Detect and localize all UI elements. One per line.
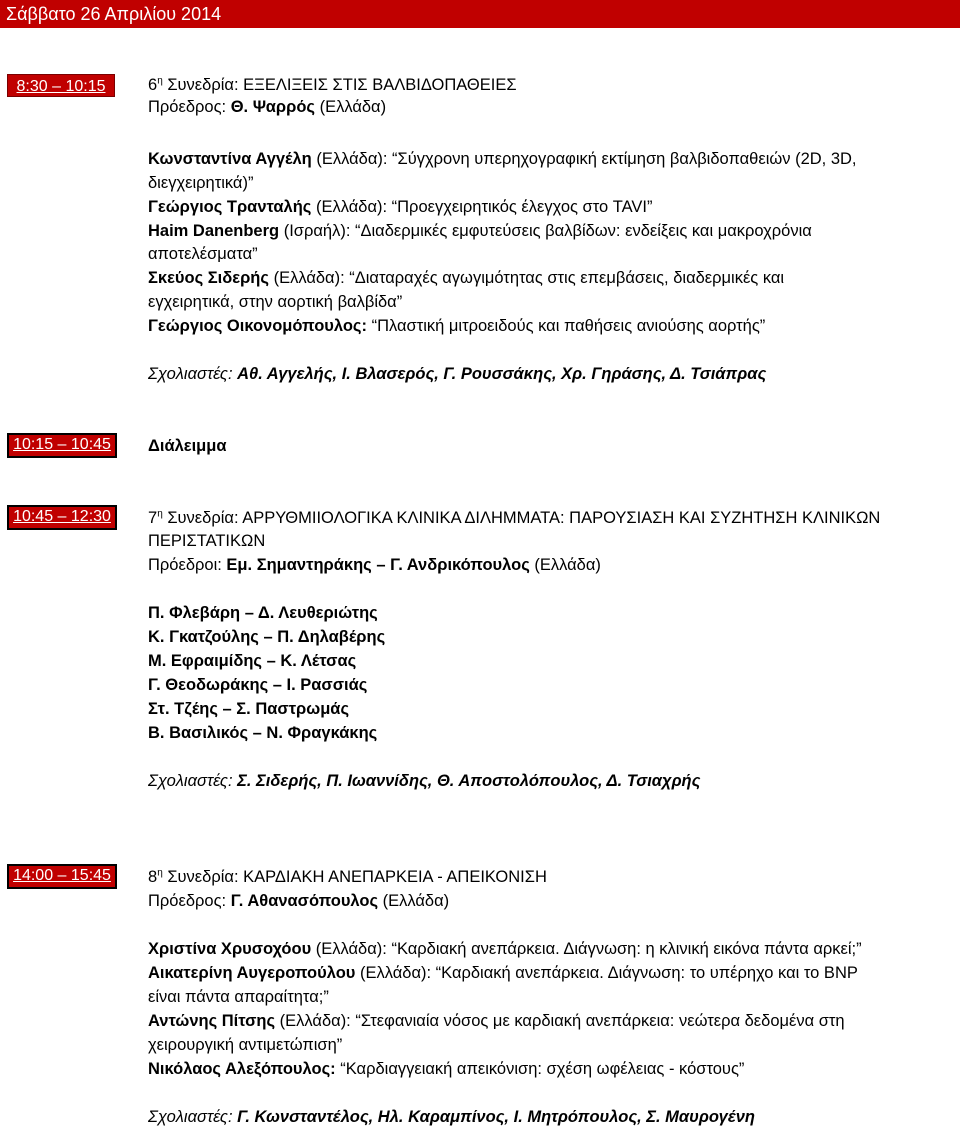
talk-line-continued: [148, 1034, 342, 1056]
talk-title: (Ελλάδα): “Στεφανιαία νόσος με καρδιακή ανεπάρκεια: νεώτερα δεδομένα στη: [275, 1012, 845, 1030]
session-6-time: 8:30 – 10:15: [7, 74, 115, 97]
talk-line-continued: [148, 243, 258, 265]
chair-country: (Ελλάδα): [378, 892, 450, 910]
session-title-text: ΑΡΡΥΘΜΙΙΟΛΟΓΙΚΑ ΚΛΙΝΙΚΑ ΔΙΛΗΜΜΑΤΑ: ΠΑΡΟΥΣΙΑΣΗ ΚΑΙ ΣΥΖΗΤΗΣΗ ΚΛΙΝΙΚΩΝ: [242, 509, 881, 527]
session-label: Συνεδρία:: [162, 76, 244, 94]
talk-line: [148, 962, 858, 984]
case-pair: Γ. Θεοδωράκης – Ι. Ρασσιάς: [148, 676, 368, 694]
talk-line: [148, 938, 862, 960]
commentators-label: Σχολιαστές:: [148, 365, 238, 383]
session-7-title-continued: [148, 530, 265, 552]
talk-line: [148, 220, 812, 242]
talk-title: (Ελλάδα): “Διαταραχές αγωγιμότητας στις επεμβάσεις, διαδερμικές και: [268, 269, 785, 287]
ordinal-suffix: η: [157, 508, 163, 520]
talk-line-continued: [148, 291, 402, 313]
talk-title: “Καρδιαγγειακή απεικόνιση: σχέση ωφέλειας - κόστους”: [335, 1060, 745, 1078]
commentators-label: Σχολιαστές:: [148, 772, 238, 790]
chair-name: Γ. Αθανασόπουλος: [230, 892, 379, 910]
talk-title: είναι πάντα απαραίτητα;”: [148, 988, 329, 1006]
talk-title: (Ελλάδα): “Καρδιακή ανεπάρκεια. Διάγνωση: η κλινική εικόνα πάντα αρκεί;”: [311, 940, 862, 958]
session-6-title: [148, 74, 517, 96]
talk-line: [148, 315, 765, 337]
session-number: 6: [148, 76, 158, 94]
date-header: Σάββατο 26 Απριλίου 2014: [0, 0, 960, 28]
talk-line: [148, 148, 857, 170]
ordinal-suffix: η: [157, 867, 163, 879]
session-8-commentators: [148, 1106, 755, 1128]
case-pair: Β. Βασιλικός – Ν. Φραγκάκης: [148, 724, 378, 742]
break-label: Διάλειμμα: [148, 437, 227, 455]
talk-line: [148, 1010, 845, 1032]
session-number: 8: [148, 868, 158, 886]
talk-line-continued: [148, 172, 253, 194]
talk-title: (Ελλάδα): “Καρδιακή ανεπάρκεια. Διάγνωση: το υπέρηχο και το BNP: [355, 964, 858, 982]
speaker-name: Αντώνης Πίτσης: [148, 1012, 276, 1030]
talk-title: διεγχειρητικά)”: [148, 174, 254, 192]
chair-country: (Ελλάδα): [529, 556, 601, 574]
commentators-label: Σχολιαστές:: [148, 1108, 238, 1126]
talk-title: (Ελλάδα): “Προεγχειρητικός έλεγχος στο TAVI”: [311, 198, 653, 216]
speaker-name: Νικόλαος Αλεξόπουλος:: [148, 1060, 336, 1078]
session-7-title: [148, 507, 880, 529]
chair-name: Θ. Ψαρρός: [230, 98, 315, 116]
talk-title: αποτελέσματα”: [148, 245, 258, 263]
session-7-chairs: [148, 554, 601, 576]
case-pair: Π. Φλεβάρη – Δ. Λευθεριώτης: [148, 604, 378, 622]
talk-title: εγχειρητικά, στην αορτική βαλβίδα”: [148, 293, 403, 311]
talk-title: (Ισραήλ): “Διαδερμικές εμφυτεύσεις βαλβίδων: ενδείξεις και μακροχρόνια: [279, 222, 812, 240]
chair-name: Εμ. Σημαντηράκης – Γ. Ανδρικόπουλος: [226, 556, 530, 574]
speaker-name: Γεώργιος Οικονομόπουλος:: [148, 317, 368, 335]
case-pair: Μ. Εφραιμίδης – Κ. Λέτσας: [148, 652, 357, 670]
talk-line: [148, 196, 653, 218]
speaker-name: Γεώργιος Τρανταλής: [148, 198, 312, 216]
talk-title: “Πλαστική μιτροειδούς και παθήσεις ανιούσης αορτής”: [367, 317, 766, 335]
chair-label: Πρόεδροι:: [148, 556, 227, 574]
case-pair: Στ. Τζέης – Σ. Παστρωμάς: [148, 700, 350, 718]
talk-title: (Ελλάδα): “Σύγχρονη υπερηχογραφική εκτίμηση βαλβιδοπαθειών (2D, 3D,: [311, 150, 857, 168]
session-label: Συνεδρία:: [162, 868, 244, 886]
commentators-names: Γ. Κωνσταντέλος, Ηλ. Καραμπίνος, Ι. Μητρόπουλος, Σ. Μαυρογένη: [237, 1108, 756, 1126]
speaker-name: Αικατερίνη Αυγεροπούλου: [148, 964, 356, 982]
session-8-title: [148, 866, 547, 888]
talk-line-continued: [148, 986, 329, 1008]
commentators-names: Σ. Σιδερής, Π. Ιωαννίδης, Θ. Αποστολόπουλος, Δ. Τσιαχρής: [237, 772, 701, 790]
session-number: 7: [148, 509, 158, 527]
session-8-time: 14:00 – 15:45: [7, 864, 117, 889]
session-label: Συνεδρία:: [162, 509, 243, 527]
session-6-chair: [148, 96, 386, 118]
session-title-text: ΚΑΡΔΙΑΚΗ ΑΝΕΠΑΡΚΕΙΑ - ΑΠΕΙΚΟΝΙΣΗ: [243, 868, 547, 886]
chair-label: Πρόεδρος:: [148, 98, 231, 116]
break-time: 10:15 – 10:45: [7, 433, 117, 458]
case-pair: Κ. Γκατζούλης – Π. Δηλαβέρης: [148, 628, 386, 646]
ordinal-suffix: η: [157, 75, 163, 87]
session-8-chair: [148, 890, 449, 912]
session-7-time: 10:45 – 12:30: [7, 505, 117, 530]
speaker-name: Χριστίνα Χρυσοχόου: [148, 940, 312, 958]
speaker-name: Haim Danenberg: [148, 222, 280, 240]
chair-label: Πρόεδρος:: [148, 892, 231, 910]
speaker-name: Σκεύος Σιδερής: [148, 269, 269, 287]
session-6-commentators: [148, 363, 766, 385]
chair-country: (Ελλάδα): [314, 98, 387, 116]
session-title-text: ΠΕΡΙΣΤΑΤΙΚΩΝ: [148, 532, 266, 550]
speaker-name: Κωνσταντίνα Αγγέλη: [148, 150, 312, 168]
commentators-names: Αθ. Αγγελής, Ι. Βλασερός, Γ. Ρουσσάκης, Χρ. Γηράσης, Δ. Τσιάπρας: [237, 365, 767, 383]
session-7-commentators: [148, 770, 700, 792]
talk-line: [148, 267, 784, 289]
talk-title: χειρουργική αντιμετώπιση”: [148, 1036, 343, 1054]
talk-line: [148, 1058, 744, 1080]
session-title-text: ΕΞΕΛΙΞΕΙΣ ΣΤΙΣ ΒΑΛΒΙΔΟΠΑΘΕΙΕΣ: [243, 76, 517, 94]
